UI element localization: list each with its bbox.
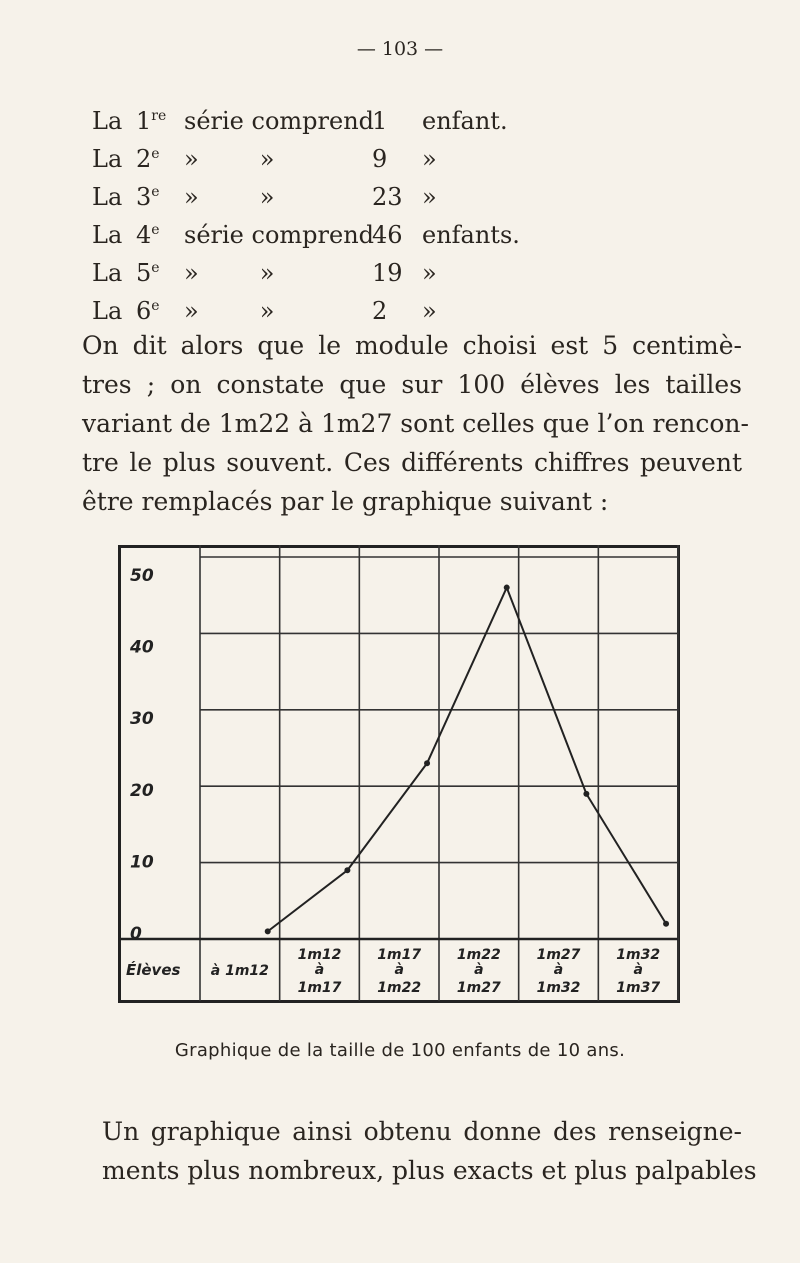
ordinal-suffix: e [151,298,160,314]
series-row [92,254,652,292]
series-row [92,102,652,140]
series-row [92,292,652,330]
graph-caption: Graphique de la taille de 100 enfants de 10 ans. [174,1040,626,1061]
graph-frame [120,547,679,1002]
series-text: série comprend [184,221,375,249]
final-paragraph [102,1112,757,1190]
series-la: La [92,297,123,325]
ordinal-suffix: e [151,260,160,276]
height-graph [118,545,798,996]
category-label-mid: à [314,962,325,978]
category-label-bottom: 1m32 [536,980,581,996]
category-label-top: 1m32 [616,947,661,963]
category-label-bottom: 1m37 [616,980,661,996]
series-count: 2 [372,297,388,325]
category-label-bottom: 1m22 [377,980,422,996]
series-unit: enfants. [422,221,520,249]
text-line: tres ; on constate que sur 100 élèves les tailles [82,370,742,399]
series-unit: » [422,259,437,287]
category-label-bottom: 1m17 [297,980,342,996]
category-label-mid: à [394,962,404,978]
series-text: » » [184,145,275,173]
category-label-top: 1m27 [536,947,581,963]
series-la: La [92,145,123,173]
series-text: » » [184,183,275,211]
text-line: tre le plus souvent. Ces différents chiffres peuvent [82,448,742,477]
category-label-mid: à [633,962,643,978]
page-number: — 103 — [356,38,444,60]
text-line: ments plus nombreux, plus exacts et plus palpables [102,1156,757,1185]
series-text: série comprend [184,107,375,135]
series-ordinal [136,102,166,140]
category-label-top: à 1m12 [210,963,269,979]
ordinal-number: 2 [136,145,152,173]
series-la: La [92,259,123,287]
category-label-top: 1m12 [297,947,342,963]
ordinal-number: 5 [136,259,152,287]
ordinal-suffix: e [151,222,160,238]
series-count: 46 [372,221,403,249]
series-ordinal [136,292,160,330]
y-tick-label: 10 [130,852,154,873]
ordinal-suffix: re [151,108,167,124]
y-tick-label: 30 [130,709,154,730]
paragraph [82,326,749,521]
category-label-mid: à [553,962,564,978]
series-line [268,588,666,932]
ordinal-number: 6 [136,297,152,325]
text-line: Un graphique ainsi obtenu donne des renseigne- [102,1117,742,1146]
y-tick-label: 40 [130,637,154,658]
series-count: 9 [372,145,388,173]
series-row [92,216,652,254]
ordinal-suffix: e [151,184,160,200]
series-unit: » [422,183,437,211]
data-point [504,585,510,591]
category-label-bottom: 1m27 [456,980,501,996]
ordinal-number: 4 [136,221,152,249]
series-row [92,178,652,216]
series-ordinal [136,140,160,178]
data-point [424,760,430,766]
data-point [583,791,589,797]
series-row [92,140,652,178]
series-count: 19 [372,259,403,287]
series-la: La [92,183,123,211]
series-unit: enfant. [422,107,508,135]
category-label-mid: à [474,962,484,978]
series-unit: » [422,145,437,173]
series-text: » » [184,297,275,325]
ordinal-suffix: e [151,146,160,162]
series-unit: » [422,297,437,325]
series-ordinal [136,254,160,292]
category-label-top: 1m22 [456,947,501,963]
category-label-top: 1m17 [377,947,422,963]
y-tick-label: 50 [130,566,154,586]
series-la: La [92,221,123,249]
series-text: » » [184,259,275,287]
series-la: La [92,107,123,135]
graph-svg [118,545,798,996]
ordinal-number: 3 [136,183,152,211]
series-table [92,102,652,330]
y-tick-label: 0 [130,924,142,944]
y-tick-label: 20 [130,780,154,801]
series-ordinal [136,216,160,254]
series-count: 1 [372,107,388,135]
series-ordinal [136,178,160,216]
text-line: variant de 1m22 à 1m27 sont celles que l’on rencon- [82,409,749,438]
data-point [663,921,669,927]
data-point [344,867,350,873]
series-count: 23 [372,183,403,211]
row-header-label: Élèves [126,961,181,979]
text-line: être remplacés par le graphique suivant : [82,487,609,516]
text-line: On dit alors que le module choisi est 5 centimè- [82,331,742,360]
data-point [265,928,271,934]
ordinal-number: 1 [136,107,152,135]
